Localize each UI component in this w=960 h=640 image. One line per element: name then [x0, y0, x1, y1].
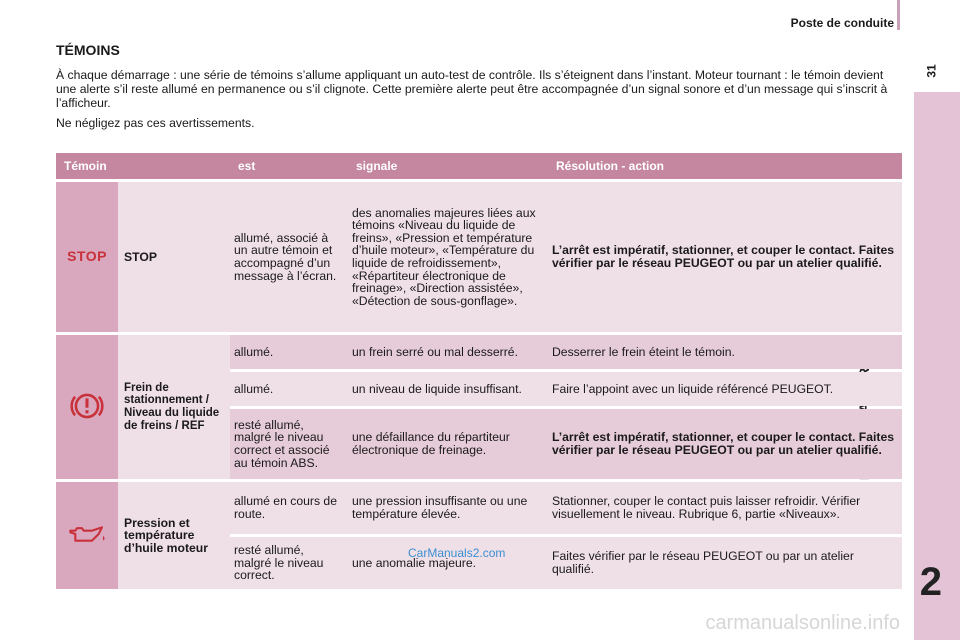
warning-name: Frein de stationnement / Niveau du liquide de freins / REF: [118, 335, 230, 479]
stop-icon: STOP: [67, 248, 107, 265]
cell-signale: une anomalie majeure.: [348, 537, 548, 589]
cell-resolution: L’arrêt est impératif, stationner, et couper le contact. Faites vérifier par le réseau PEUGEOT ou par un atelier qualifié.: [548, 182, 902, 332]
table-row: [56, 182, 902, 332]
cell-est: allumé, associé à un autre témoin et accompagné d’un message à l’écran.: [230, 182, 348, 332]
cell-resolution: Faites vérifier par le réseau PEUGEOT ou par un atelier qualifié.: [548, 537, 902, 589]
page-number: 31: [924, 64, 939, 78]
table-header-row: [56, 153, 902, 179]
chapter-side-band: [914, 92, 960, 640]
brake-icon-cell: [56, 335, 118, 479]
cell-signale: une pression insuffisante ou une température élevée.: [348, 482, 548, 534]
cell-resolution: L’arrêt est impératif, stationner, et couper le contact. Faites vérifier par le réseau PEUGEOT ou par un atelier qualifié.: [548, 409, 902, 479]
cell-signale: des anomalies majeures liées aux témoins «Niveau du liquide de freins», «Pression et température d’huile moteur», «Température du liquide de refroidissement», «Répartiteur électronique de freinage», «Direction assistée», «Détection de sous-gonflage».: [348, 182, 548, 332]
cell-resolution: Desserrer le frein éteint le témoin.: [548, 335, 902, 369]
watermark: CarManuals2.com: [408, 546, 506, 560]
cell-signale: un niveau de liquide insuffisant.: [348, 372, 548, 406]
oil-icon-cell: [56, 482, 118, 589]
header-title: Poste de conduite: [790, 16, 894, 30]
col-header-est: est: [230, 153, 348, 179]
oil-pressure-icon: [67, 523, 107, 545]
cell-est: allumé.: [230, 335, 348, 369]
cell-signale: un frein serré ou mal desserré.: [348, 335, 548, 369]
cell-resolution: Faire l’appoint avec un liquide référencé PEUGEOT.: [548, 372, 902, 406]
table-row: [56, 335, 902, 369]
intro-paragraph: À chaque démarrage : une série de témoins s’allume appliquant un auto-test de contrôle. Ils s’éteignent dans l’instant. Moteur tournant : le témoin devient une alerte s’il reste allumé en permanence ou s’il clignote. Cette première alerte peut être accompagnée d’un signal sonore et d’un message qui s’inscrit à l’afficheur.: [56, 68, 888, 110]
footer-url: carmanualsonline.info: [705, 612, 900, 634]
intro-paragraph: Ne négligez pas ces avertissements.: [56, 116, 255, 130]
col-header-signale: signale: [348, 153, 548, 179]
cell-est: allumé en cours de route.: [230, 482, 348, 534]
section-title: TÉMOINS: [56, 42, 120, 58]
chapter-number: 2: [919, 560, 942, 604]
intro-text: [56, 68, 896, 136]
cell-est: allumé.: [230, 372, 348, 406]
cell-resolution: Stationner, couper le contact puis laisser refroidir. Vérifier visuellement le niveau. Rubrique 6, partie «Niveaux».: [548, 482, 902, 534]
warning-lights-table: [56, 150, 902, 592]
cell-signale: une défaillance du répartiteur électronique de freinage.: [348, 409, 548, 479]
stop-icon-cell: [56, 182, 118, 332]
page-header: [0, 0, 960, 40]
col-header-temoin: Témoin: [56, 153, 230, 179]
col-header-resolution: Résolution - action: [548, 153, 902, 179]
warning-name: Pression et température d’huile moteur: [118, 482, 230, 589]
header-tick: [897, 0, 900, 30]
cell-est: resté allumé, malgré le niveau correct.: [230, 537, 348, 589]
table-row: [56, 482, 902, 534]
warning-name: STOP: [118, 182, 230, 332]
brake-warning-icon: [70, 389, 104, 423]
cell-est: resté allumé, malgré le niveau correct et associé au témoin ABS.: [230, 409, 348, 479]
